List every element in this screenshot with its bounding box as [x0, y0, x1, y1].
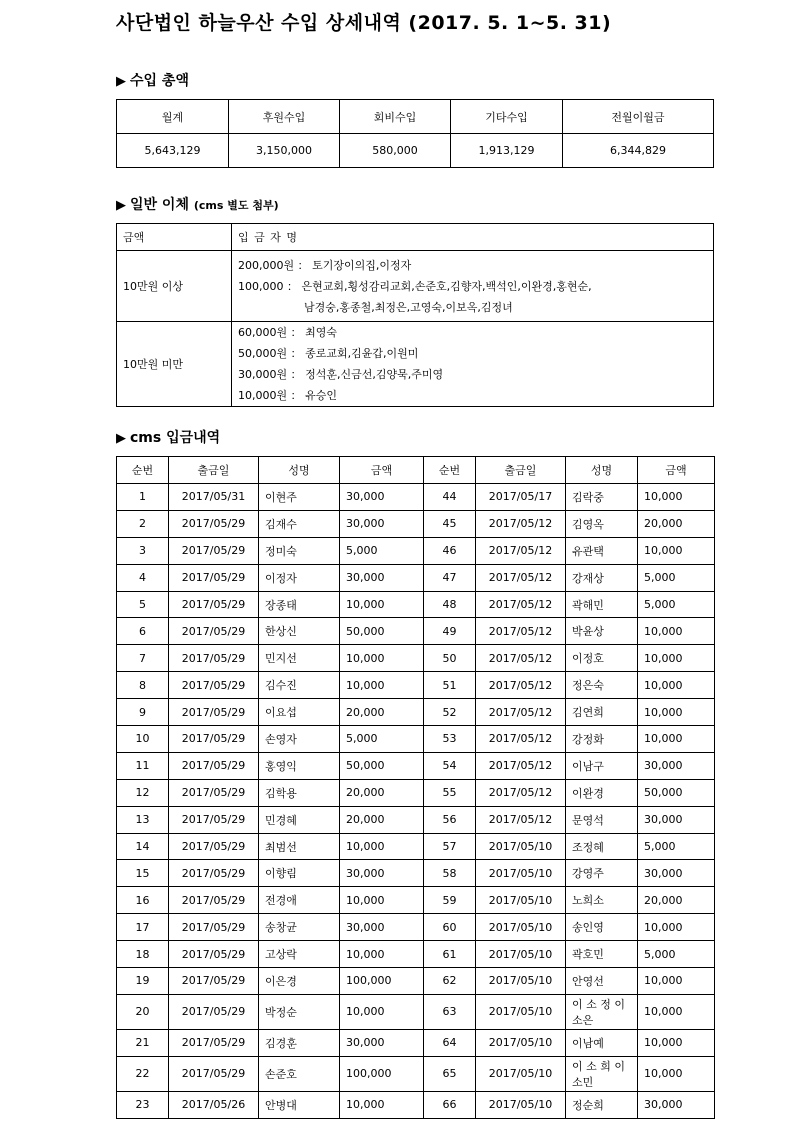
cms-seq-cell: 21 [117, 1029, 169, 1056]
cms-seq-cell: 56 [424, 806, 476, 833]
cms-name-cell: 안영선 [566, 968, 638, 995]
section-general-heading [116, 194, 279, 214]
general-line: 남경숭,홍종철,최정은,고영숙,이보옥,김정녀 [304, 300, 513, 314]
cms-name-cell: 김재수 [259, 510, 340, 537]
cms-date-cell: 2017/05/10 [476, 1029, 566, 1056]
cms-row [117, 806, 715, 833]
cms-deposit-table [116, 456, 715, 1119]
cms-name-cell: 민지선 [259, 645, 340, 672]
general-header-names: 입 금 자 명 [232, 224, 714, 251]
cms-amount-cell: 10,000 [638, 699, 715, 726]
cms-row [117, 510, 715, 537]
cms-name-cell: 강영주 [566, 860, 638, 887]
cms-amount-cell: 10,000 [638, 484, 715, 511]
general-line: 100,000 ： 은현교회,횡성감리교회,손준호,김향자,백석인,이완경,홍현순, [238, 279, 592, 293]
cms-amount-cell: 30,000 [340, 484, 424, 511]
cms-seq-cell: 52 [424, 699, 476, 726]
cms-seq-cell: 3 [117, 537, 169, 564]
summary-table [116, 99, 714, 168]
cms-amount-cell: 30,000 [638, 1091, 715, 1118]
cms-seq-cell: 10 [117, 726, 169, 753]
cms-name-cell: 김영옥 [566, 510, 638, 537]
cms-row [117, 887, 715, 914]
summary-header-cell: 월계 [117, 100, 229, 134]
general-header-amount: 금액 [117, 224, 232, 251]
cms-row [117, 968, 715, 995]
cms-seq-cell: 66 [424, 1091, 476, 1118]
summary-value-cell: 3,150,000 [229, 134, 340, 168]
cms-seq-cell: 64 [424, 1029, 476, 1056]
cms-amount-cell: 10,000 [340, 941, 424, 968]
cms-seq-cell: 59 [424, 887, 476, 914]
general-line: 60,000원 ： 최영숙 [238, 326, 337, 339]
summary-value-cell: 6,344,829 [563, 134, 714, 168]
cms-amount-cell: 10,000 [638, 1029, 715, 1056]
cms-name-cell: 한상신 [259, 618, 340, 645]
cms-name-cell: 김수진 [259, 672, 340, 699]
cms-date-cell: 2017/05/29 [169, 537, 259, 564]
cms-row [117, 914, 715, 941]
cms-name-cell: 이향림 [259, 860, 340, 887]
cms-date-cell: 2017/05/26 [169, 1091, 259, 1118]
cms-seq-cell: 9 [117, 699, 169, 726]
cms-date-cell: 2017/05/29 [169, 672, 259, 699]
cms-header-cell: 금액 [340, 457, 424, 484]
cms-amount-cell: 30,000 [340, 510, 424, 537]
cms-header-cell: 성명 [566, 457, 638, 484]
cms-seq-cell: 17 [117, 914, 169, 941]
cms-name-cell: 조정혜 [566, 833, 638, 860]
general-line: 30,000원 ： 정석훈,신금선,김양묵,주미영 [238, 368, 444, 381]
cms-seq-cell: 6 [117, 618, 169, 645]
cms-header-cell: 출금일 [476, 457, 566, 484]
summary-header-cell: 후원수입 [229, 100, 340, 134]
cms-row [117, 1056, 715, 1091]
cms-amount-cell: 30,000 [638, 860, 715, 887]
cms-name-cell: 송창균 [259, 914, 340, 941]
cms-seq-cell: 11 [117, 752, 169, 779]
cms-date-cell: 2017/05/12 [476, 618, 566, 645]
summary-header-cell: 전월이월금 [563, 100, 714, 134]
cms-date-cell: 2017/05/29 [169, 941, 259, 968]
cms-date-cell: 2017/05/12 [476, 564, 566, 591]
cms-row [117, 994, 715, 1029]
cms-seq-cell: 48 [424, 591, 476, 618]
cms-name-cell: 이 소 희 이 소민 [566, 1056, 638, 1091]
cms-name-cell: 손영자 [259, 726, 340, 753]
cms-amount-cell: 10,000 [340, 887, 424, 914]
cms-row [117, 1029, 715, 1056]
cms-amount-cell: 10,000 [340, 645, 424, 672]
cms-date-cell: 2017/05/29 [169, 618, 259, 645]
cms-date-cell: 2017/05/12 [476, 806, 566, 833]
cms-date-cell: 2017/05/29 [169, 726, 259, 753]
summary-value-cell: 5,643,129 [117, 134, 229, 168]
cms-seq-cell: 15 [117, 860, 169, 887]
general-line: 200,000원 ： 토기장이의집,이정자 [238, 258, 412, 272]
cms-seq-cell: 22 [117, 1056, 169, 1091]
triangle-bullet-icon: ▶ [116, 431, 126, 446]
cms-seq-cell: 18 [117, 941, 169, 968]
cms-seq-cell: 53 [424, 726, 476, 753]
summary-value-row [117, 134, 714, 168]
cms-date-cell: 2017/05/12 [476, 645, 566, 672]
triangle-bullet-icon: ▶ [116, 74, 126, 89]
section-summary-title: 수입 총액 [130, 73, 189, 89]
cms-amount-cell: 30,000 [638, 752, 715, 779]
cms-seq-cell: 58 [424, 860, 476, 887]
summary-value-cell: 580,000 [340, 134, 451, 168]
cms-row [117, 564, 715, 591]
cms-name-cell: 김경훈 [259, 1029, 340, 1056]
summary-header-cell: 기타수입 [451, 100, 563, 134]
general-line: 50,000원 ： 종로교회,김윤갑,이원미 [238, 347, 419, 360]
cms-name-cell: 이은경 [259, 968, 340, 995]
cms-amount-cell: 10,000 [340, 672, 424, 699]
cms-seq-cell: 65 [424, 1056, 476, 1091]
cms-date-cell: 2017/05/10 [476, 968, 566, 995]
cms-amount-cell: 5,000 [340, 726, 424, 753]
cms-name-cell: 정순희 [566, 1091, 638, 1118]
cms-amount-cell: 20,000 [638, 887, 715, 914]
section-general-title: 일반 이체 [130, 197, 189, 213]
general-header-row [117, 224, 714, 251]
cms-amount-cell: 5,000 [340, 537, 424, 564]
cms-name-cell: 이남구 [566, 752, 638, 779]
cms-date-cell: 2017/05/10 [476, 860, 566, 887]
cms-amount-cell: 50,000 [638, 779, 715, 806]
cms-amount-cell: 5,000 [638, 564, 715, 591]
cms-seq-cell: 7 [117, 645, 169, 672]
cms-amount-cell: 10,000 [340, 994, 424, 1029]
general-transfer-table [116, 223, 714, 407]
cms-name-cell: 홍영익 [259, 752, 340, 779]
cms-date-cell: 2017/05/12 [476, 699, 566, 726]
cms-seq-cell: 5 [117, 591, 169, 618]
cms-row [117, 484, 715, 511]
cms-date-cell: 2017/05/12 [476, 726, 566, 753]
cms-date-cell: 2017/05/29 [169, 1029, 259, 1056]
cms-seq-cell: 45 [424, 510, 476, 537]
cms-seq-cell: 14 [117, 833, 169, 860]
cms-date-cell: 2017/05/10 [476, 833, 566, 860]
cms-name-cell: 이완경 [566, 779, 638, 806]
cms-date-cell: 2017/05/29 [169, 510, 259, 537]
cms-name-cell: 노희소 [566, 887, 638, 914]
cms-header-cell: 순번 [117, 457, 169, 484]
triangle-bullet-icon: ▶ [116, 198, 126, 213]
cms-name-cell: 이현주 [259, 484, 340, 511]
cms-name-cell: 강정화 [566, 726, 638, 753]
cms-row [117, 1091, 715, 1118]
cms-header-cell: 순번 [424, 457, 476, 484]
cms-amount-cell: 10,000 [638, 726, 715, 753]
cms-date-cell: 2017/05/29 [169, 564, 259, 591]
cms-header-cell: 출금일 [169, 457, 259, 484]
cms-name-cell: 정미숙 [259, 537, 340, 564]
cms-seq-cell: 50 [424, 645, 476, 672]
cms-name-cell: 이정호 [566, 645, 638, 672]
cms-name-cell: 이남예 [566, 1029, 638, 1056]
cms-date-cell: 2017/05/29 [169, 645, 259, 672]
cms-amount-cell: 5,000 [638, 941, 715, 968]
cms-name-cell: 이요섭 [259, 699, 340, 726]
cms-seq-cell: 44 [424, 484, 476, 511]
cms-seq-cell: 49 [424, 618, 476, 645]
general-row-under-100k [117, 322, 714, 407]
cms-amount-cell: 10,000 [340, 833, 424, 860]
cms-name-cell: 정은숙 [566, 672, 638, 699]
cms-amount-cell: 10,000 [638, 968, 715, 995]
section-summary-heading [116, 70, 189, 90]
cms-row [117, 833, 715, 860]
cms-amount-cell: 10,000 [638, 645, 715, 672]
cms-date-cell: 2017/05/17 [476, 484, 566, 511]
cms-amount-cell: 10,000 [638, 914, 715, 941]
cms-row [117, 699, 715, 726]
cms-date-cell: 2017/05/10 [476, 1091, 566, 1118]
general-row-label: 10만원 미만 [117, 322, 232, 407]
cms-date-cell: 2017/05/12 [476, 672, 566, 699]
cms-seq-cell: 4 [117, 564, 169, 591]
cms-seq-cell: 62 [424, 968, 476, 995]
cms-date-cell: 2017/05/10 [476, 887, 566, 914]
cms-header-row [117, 457, 715, 484]
cms-seq-cell: 47 [424, 564, 476, 591]
cms-seq-cell: 23 [117, 1091, 169, 1118]
cms-amount-cell: 10,000 [340, 591, 424, 618]
cms-name-cell: 유관택 [566, 537, 638, 564]
cms-amount-cell: 30,000 [638, 806, 715, 833]
cms-name-cell: 전경애 [259, 887, 340, 914]
general-row-names [232, 251, 714, 322]
section-general-note: (cms 별도 첨부) [193, 199, 279, 212]
cms-date-cell: 2017/05/12 [476, 591, 566, 618]
cms-seq-cell: 20 [117, 994, 169, 1029]
cms-amount-cell: 10,000 [638, 672, 715, 699]
general-row-names [232, 322, 714, 407]
cms-seq-cell: 8 [117, 672, 169, 699]
cms-date-cell: 2017/05/10 [476, 914, 566, 941]
section-cms-heading [116, 427, 220, 447]
cms-row [117, 779, 715, 806]
cms-date-cell: 2017/05/10 [476, 994, 566, 1029]
cms-seq-cell: 1 [117, 484, 169, 511]
cms-name-cell: 문영석 [566, 806, 638, 833]
cms-date-cell: 2017/05/29 [169, 752, 259, 779]
cms-date-cell: 2017/05/29 [169, 860, 259, 887]
cms-row [117, 537, 715, 564]
cms-row [117, 618, 715, 645]
cms-name-cell: 송인영 [566, 914, 638, 941]
cms-table-body [117, 457, 715, 1119]
cms-date-cell: 2017/05/29 [169, 806, 259, 833]
cms-date-cell: 2017/05/29 [169, 994, 259, 1029]
cms-seq-cell: 13 [117, 806, 169, 833]
cms-date-cell: 2017/05/29 [169, 1056, 259, 1091]
cms-date-cell: 2017/05/31 [169, 484, 259, 511]
cms-row [117, 591, 715, 618]
cms-seq-cell: 12 [117, 779, 169, 806]
cms-amount-cell: 5,000 [638, 591, 715, 618]
cms-amount-cell: 20,000 [340, 806, 424, 833]
cms-date-cell: 2017/05/29 [169, 779, 259, 806]
cms-amount-cell: 5,000 [638, 833, 715, 860]
cms-seq-cell: 19 [117, 968, 169, 995]
cms-amount-cell: 30,000 [340, 564, 424, 591]
cms-amount-cell: 30,000 [340, 860, 424, 887]
cms-seq-cell: 55 [424, 779, 476, 806]
general-row-over-100k [117, 251, 714, 322]
section-cms-title: cms 입금내역 [130, 430, 221, 446]
cms-name-cell: 장종태 [259, 591, 340, 618]
cms-amount-cell: 10,000 [638, 537, 715, 564]
cms-row [117, 726, 715, 753]
cms-seq-cell: 63 [424, 994, 476, 1029]
cms-amount-cell: 10,000 [638, 1056, 715, 1091]
cms-seq-cell: 2 [117, 510, 169, 537]
cms-date-cell: 2017/05/10 [476, 1056, 566, 1091]
cms-amount-cell: 50,000 [340, 752, 424, 779]
cms-date-cell: 2017/05/29 [169, 833, 259, 860]
cms-header-cell: 성명 [259, 457, 340, 484]
cms-seq-cell: 46 [424, 537, 476, 564]
cms-name-cell: 안병대 [259, 1091, 340, 1118]
cms-name-cell: 강재상 [566, 564, 638, 591]
general-line: 10,000원 ： 유승인 [238, 389, 337, 402]
cms-date-cell: 2017/05/29 [169, 699, 259, 726]
cms-amount-cell: 10,000 [638, 994, 715, 1029]
cms-row [117, 672, 715, 699]
cms-name-cell: 이 소 정 이 소은 [566, 994, 638, 1029]
cms-seq-cell: 51 [424, 672, 476, 699]
cms-amount-cell: 20,000 [340, 699, 424, 726]
cms-name-cell: 민경혜 [259, 806, 340, 833]
cms-name-cell: 박정순 [259, 994, 340, 1029]
cms-name-cell: 김락중 [566, 484, 638, 511]
cms-amount-cell: 100,000 [340, 1056, 424, 1091]
cms-amount-cell: 20,000 [340, 779, 424, 806]
cms-seq-cell: 61 [424, 941, 476, 968]
cms-date-cell: 2017/05/29 [169, 591, 259, 618]
cms-amount-cell: 50,000 [340, 618, 424, 645]
summary-header-row [117, 100, 714, 134]
cms-date-cell: 2017/05/12 [476, 537, 566, 564]
cms-row [117, 860, 715, 887]
cms-date-cell: 2017/05/12 [476, 510, 566, 537]
cms-seq-cell: 60 [424, 914, 476, 941]
cms-amount-cell: 30,000 [340, 914, 424, 941]
cms-date-cell: 2017/05/29 [169, 968, 259, 995]
cms-name-cell: 곽호민 [566, 941, 638, 968]
cms-row [117, 752, 715, 779]
cms-row [117, 645, 715, 672]
cms-name-cell: 박윤상 [566, 618, 638, 645]
cms-name-cell: 손준호 [259, 1056, 340, 1091]
cms-amount-cell: 20,000 [638, 510, 715, 537]
cms-header-cell: 금액 [638, 457, 715, 484]
cms-name-cell: 곽해민 [566, 591, 638, 618]
general-row-label: 10만원 이상 [117, 251, 232, 322]
cms-seq-cell: 16 [117, 887, 169, 914]
cms-seq-cell: 57 [424, 833, 476, 860]
cms-name-cell: 고상락 [259, 941, 340, 968]
cms-seq-cell: 54 [424, 752, 476, 779]
page-title: 사단법인 하늘우산 수입 상세내역 (2017. 5. 1~5. 31) [116, 12, 612, 34]
cms-name-cell: 김학용 [259, 779, 340, 806]
cms-amount-cell: 30,000 [340, 1029, 424, 1056]
cms-amount-cell: 10,000 [340, 1091, 424, 1118]
cms-amount-cell: 100,000 [340, 968, 424, 995]
cms-name-cell: 이정자 [259, 564, 340, 591]
summary-header-cell: 회비수입 [340, 100, 451, 134]
cms-date-cell: 2017/05/12 [476, 752, 566, 779]
cms-name-cell: 최범선 [259, 833, 340, 860]
cms-date-cell: 2017/05/12 [476, 779, 566, 806]
cms-date-cell: 2017/05/10 [476, 941, 566, 968]
cms-name-cell: 김연희 [566, 699, 638, 726]
cms-date-cell: 2017/05/29 [169, 887, 259, 914]
summary-value-cell: 1,913,129 [451, 134, 563, 168]
cms-row [117, 941, 715, 968]
cms-amount-cell: 10,000 [638, 618, 715, 645]
cms-date-cell: 2017/05/29 [169, 914, 259, 941]
